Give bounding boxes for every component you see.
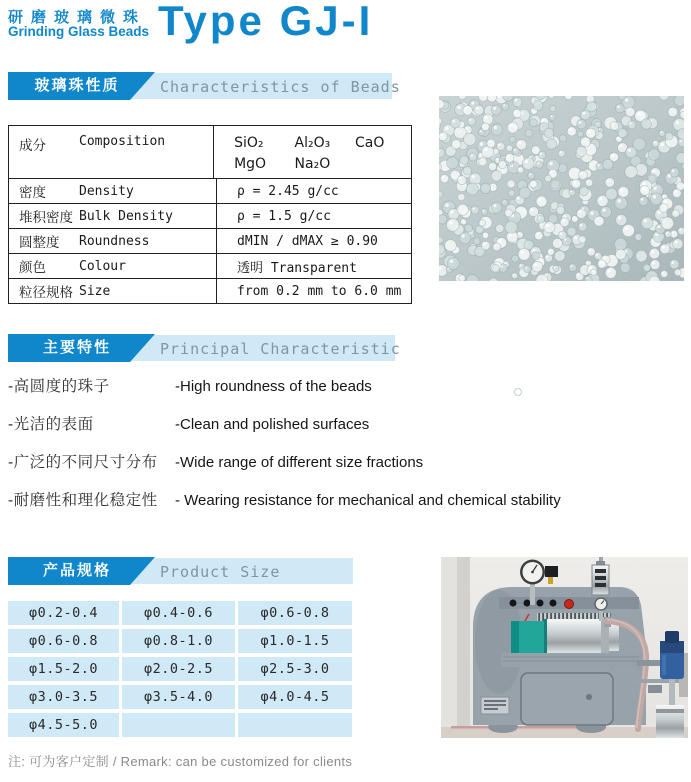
size-cell: φ0.2-0.4 xyxy=(8,601,119,625)
row-label-en: Bulk Density xyxy=(79,208,173,224)
size-cell: φ1.5-2.0 xyxy=(8,657,119,681)
row-label-cn: 颜色 xyxy=(19,260,46,275)
size-cell: φ1.0-1.5 xyxy=(238,629,352,653)
chemical-formula: MgO xyxy=(234,156,267,172)
chemical-formula: CaO xyxy=(355,135,385,151)
principal-characteristics-list xyxy=(8,374,668,526)
row-label-cn: 成分 xyxy=(19,138,46,153)
size-cell: φ0.8-1.0 xyxy=(122,629,235,653)
item-cn: -光洁的表面 xyxy=(8,416,94,433)
row-value: 透明 Transparent xyxy=(237,260,357,276)
section-banner-principal xyxy=(0,334,691,362)
row-value: ρ = 1.5 g/cc xyxy=(237,208,331,224)
size-cell: φ2.5-3.0 xyxy=(238,657,352,681)
table-row-density xyxy=(9,178,411,203)
size-cell: φ0.6-0.8 xyxy=(238,601,352,625)
table-row-bulk-density xyxy=(9,203,411,228)
item-en: -Wide range of different size fractions xyxy=(175,454,424,471)
row-label-en: Composition xyxy=(79,134,166,149)
item-en: -Clean and polished surfaces xyxy=(175,416,370,433)
item-en: - Wearing resistance for mechanical and chemical stability xyxy=(175,492,561,509)
section-title-cn: 玻璃珠性质 xyxy=(34,77,120,94)
product-size-grid xyxy=(8,601,352,737)
section-title-cn: 产品规格 xyxy=(42,562,111,579)
section-title-en: Product Size xyxy=(160,563,281,581)
item-cn: -广泛的不同尺寸分布 xyxy=(8,454,158,471)
row-value: ρ = 2.45 g/cc xyxy=(237,183,339,199)
size-cell: φ3.5-4.0 xyxy=(122,685,235,709)
size-cell: φ4.0-4.5 xyxy=(238,685,352,709)
item-en: -High roundness of the beads xyxy=(175,378,372,395)
table-row-colour xyxy=(9,253,411,278)
list-item xyxy=(8,374,668,395)
grinding-machine-photo xyxy=(441,557,688,738)
row-label-cn: 密度 xyxy=(19,185,46,200)
size-cell xyxy=(238,713,352,737)
list-item xyxy=(8,450,668,471)
section-title-en: Principal Characteristic xyxy=(160,340,401,358)
table-row-roundness xyxy=(9,228,411,253)
size-cell: φ0.4-0.6 xyxy=(122,601,235,625)
table-row-size xyxy=(9,278,411,303)
size-cell: φ4.5-5.0 xyxy=(8,713,119,737)
section-title-en: Characteristics of Beads xyxy=(160,78,401,96)
chemical-formula: Na₂O xyxy=(294,156,331,172)
row-label-cn: 堆积密度 xyxy=(19,210,73,225)
row-label-en: Density xyxy=(79,183,134,199)
item-cn: -高圆度的珠子 xyxy=(8,378,110,395)
table-row-composition xyxy=(9,126,411,178)
size-cell xyxy=(122,713,235,737)
row-label-en: Roundness xyxy=(79,233,150,249)
row-value xyxy=(214,126,411,178)
scan-artifact-dot xyxy=(514,388,522,396)
chemical-formula: Al₂O₃ xyxy=(294,135,331,151)
section-title-cn: 主要特性 xyxy=(42,339,111,356)
row-label-cn: 粒径规格 xyxy=(19,285,73,300)
row-label-en: Size xyxy=(79,283,111,299)
item-cn: -耐磨性和理化稳定性 xyxy=(8,492,158,509)
brand-name-chinese: 研磨玻璃微珠 xyxy=(8,9,147,26)
row-value: from 0.2 mm to 6.0 mm xyxy=(237,283,402,299)
size-cell: φ0.6-0.8 xyxy=(8,629,119,653)
list-item xyxy=(8,412,668,433)
row-label-cn: 圆整度 xyxy=(19,235,60,250)
brand-name-english: Grinding Glass Beads xyxy=(8,24,150,39)
list-item xyxy=(8,488,668,509)
row-label-en: Colour xyxy=(79,258,126,274)
size-cell: φ2.0-2.5 xyxy=(122,657,235,681)
footer-remark: 注: 可为客户定制 / Remark: can be customized for clients xyxy=(8,754,353,769)
size-cell: φ3.0-3.5 xyxy=(8,685,119,709)
row-value: dMIN / dMAX ≥ 0.90 xyxy=(237,233,378,249)
page-title: Type GJ-I xyxy=(158,0,374,44)
characteristics-table xyxy=(8,125,412,304)
chemical-formula: SiO₂ xyxy=(234,135,264,151)
glass-beads-photo xyxy=(439,96,684,281)
